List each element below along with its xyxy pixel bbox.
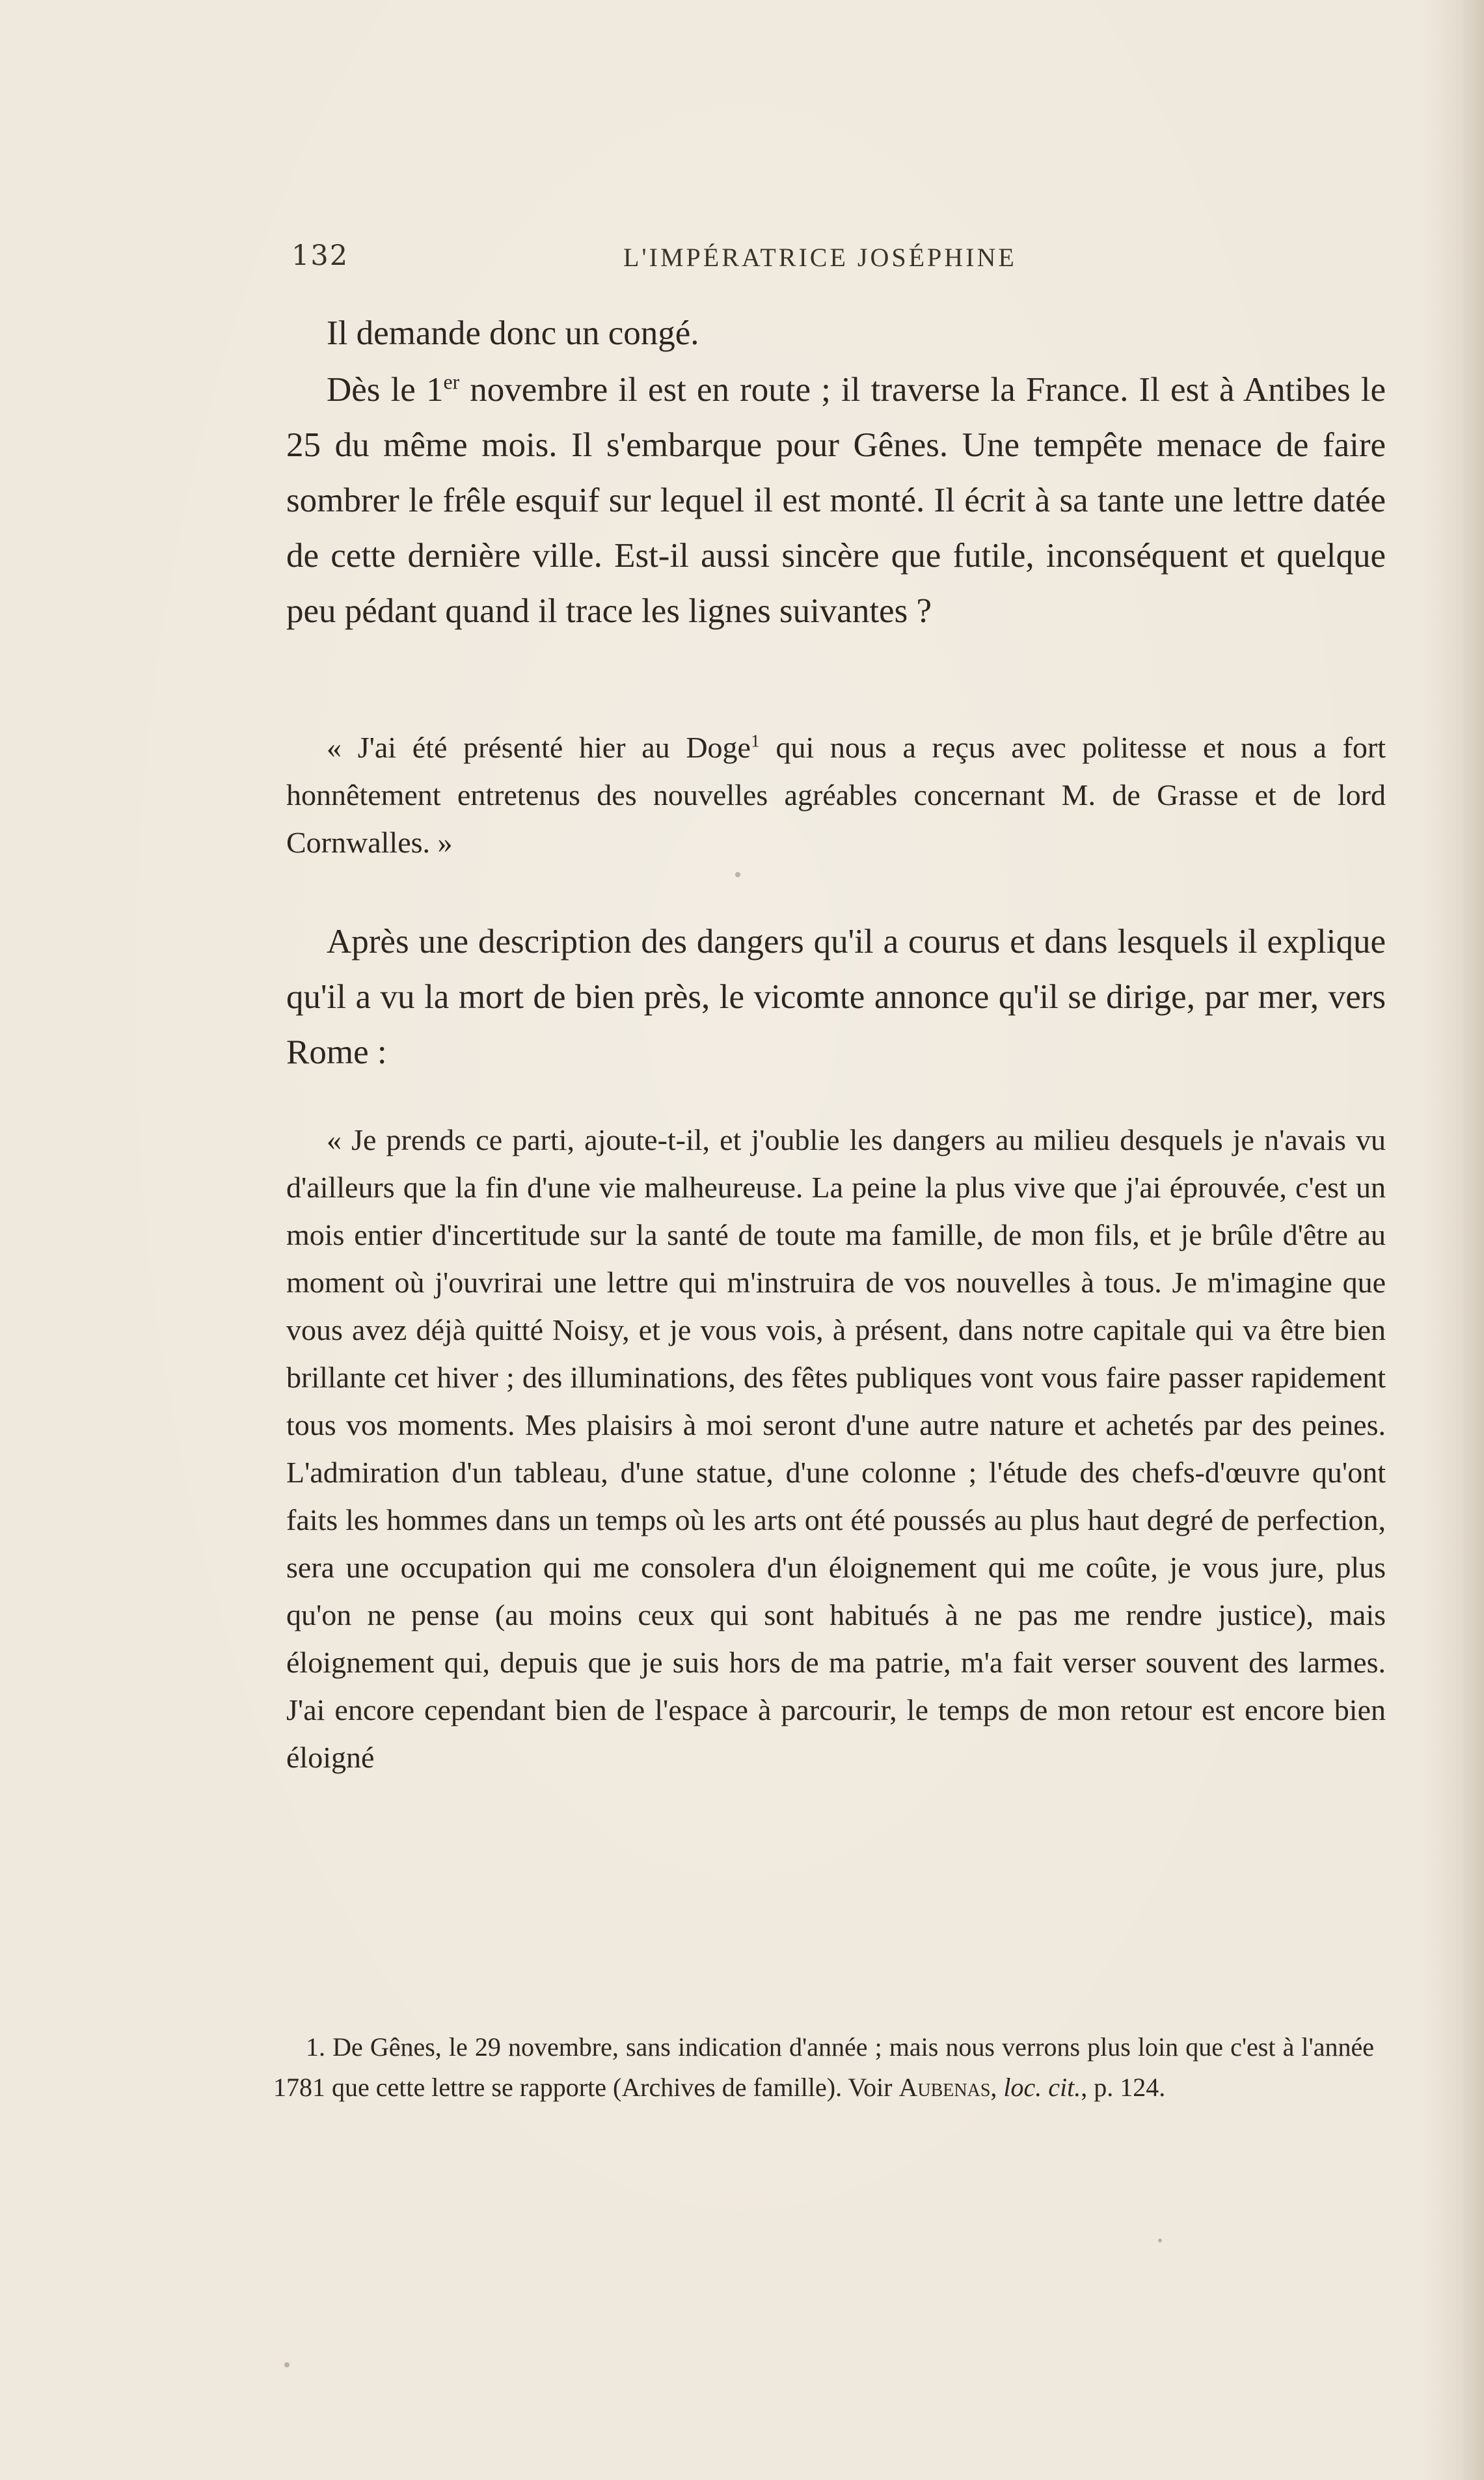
paragraph-text: novembre il est en route ; il traverse la France. Il est à Antibes le 25 du même mois. Il s'embarque pour Gênes. Une tempête menace de faire sombrer le frêle esquif sur lequel il est monté. Il écrit à sa tante une lettre datée de cette dernière ville. Est-il aussi sincère que futile, inconséquent et quelque peu pédant quand il trace les lignes suivantes ? — [286, 371, 1386, 630]
quote-text: « Je prends ce parti, ajoute-t-il, et j'oublie les dangers au milieu desquels je n'avais vu d'ailleurs que la fin d'une vie malheureuse. La peine la plus vive que j'ai éprouvée, c'est un mois entier d'incertitude sur la santé de toute ma famille, de mon fils, et je brûle d'être au moment où j'ouvrirai une lettre qui m'instruira de vos nouvelles à tous. Je m'imagine que vous avez déjà quitté Noisy, et je vous vois, à présent, dans notre capitale qui va être bien brillante cet hiver ; des illuminations, des fêtes publiques vont vous faire passer rapidement tous vos moments. Mes plaisirs à moi seront d'une autre nature et achetés par des peines. L'admiration d'un tableau, d'une statue, d'une colonne ; l'étude des chefs-d'œuvre qu'ont faits les hommes dans un temps où les arts ont été poussés au plus haut degré de perfection, sera une occupation qui me consolera d'un éloignement qui me coûte, je vous jure, plus qu'on ne pense (au moins ceux qui sont habitués à ne pas me rendre justice), mais éloignement qui, depuis que je suis hors de ma patrie, m'a fait verser souvent des larmes. J'ai encore cependant bien de l'espace à parcourir, le temps de mon retour est encore bien éloigné — [286, 1123, 1386, 1774]
page-number: 132 — [291, 239, 349, 272]
quote-letter — [286, 1116, 1386, 1781]
footnote-marker: 1 — [750, 730, 760, 751]
paragraph-voyage — [286, 362, 1386, 639]
paragraph-text: Dès le 1 — [327, 371, 444, 409]
footnote — [273, 2027, 1374, 2108]
footnote-text: , — [990, 2073, 1004, 2102]
footnote-text: 1. De Gênes, le 29 novembre, sans indication d'année ; mais nous verrons plus loin que c'est à l'année 1781 que cette lettre se rapporte (Archives de famille). Voir — [273, 2032, 1374, 2102]
paragraph-dangers — [286, 914, 1386, 1080]
paragraph-text: Après une description des dangers qu'il a courus et dans lesquels il explique qu'il a vu la mort de bien près, le vicomte annonce qu'il se dirige, par mer, vers Rome : — [286, 923, 1386, 1071]
running-header — [291, 239, 1066, 276]
footnote-loc-cit: loc. cit. — [1003, 2073, 1081, 2102]
paragraph-text: Il demande donc un congé. — [327, 314, 699, 352]
running-title: L'IMPÉRATRICE JOSÉPHINE — [623, 243, 1017, 272]
paper-speck — [1158, 2239, 1162, 2242]
footnote-text: , p. 124. — [1081, 2073, 1166, 2102]
footnote-author: Aubenas — [898, 2073, 991, 2102]
quote-text: qui nous a reçus avec politesse et nous a fort honnêtement entretenus des nouvelles agréables concernant M. de Grasse et de lord Cornwalles. » — [286, 731, 1386, 859]
paragraph-conge — [286, 306, 1386, 361]
paper-speck — [284, 2362, 290, 2367]
paper-speck — [735, 872, 740, 877]
quote-doge — [286, 724, 1386, 866]
ordinal-superscript: er — [443, 370, 460, 394]
quote-text: « J'ai été présenté hier au Doge — [327, 731, 751, 764]
